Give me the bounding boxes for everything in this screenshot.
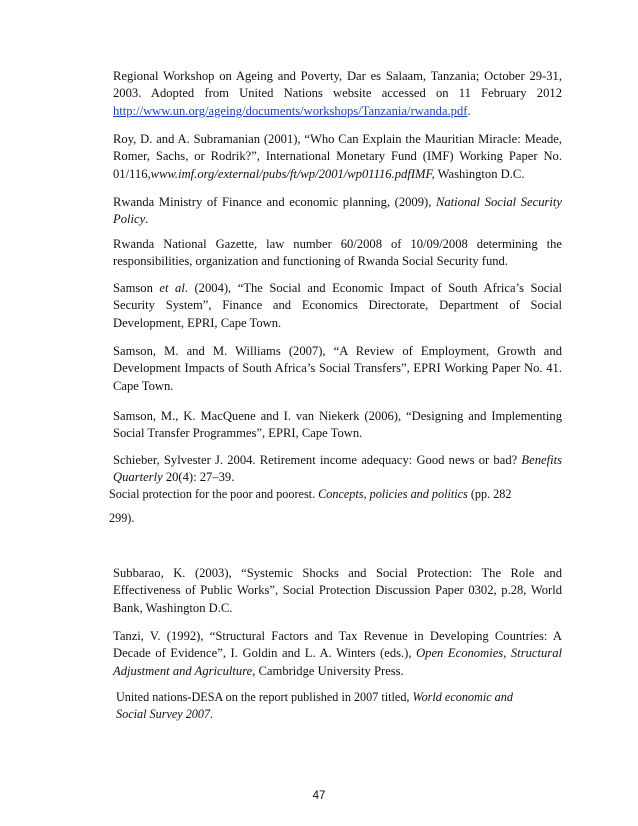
- reference-text: , Cambridge University Press.: [252, 663, 404, 678]
- reference-text: Schieber, Sylvester J. 2004. Retirement income adequacy: Good news or bad?: [113, 453, 522, 467]
- reference-title: World economic and Social Survey 2007.: [116, 690, 513, 722]
- reference-entry: [113, 565, 562, 617]
- reference-text: Samson, M. and M. Williams (2007), “A Review of Employment, Growth and Development Impacts of South Africa’s Social Transfers”, EPRI Working Paper No. 41. Cape Town.: [113, 344, 562, 393]
- reference-entry: [113, 408, 562, 443]
- reference-text: United nations-DESA on the report published in 2007 titled,: [116, 690, 413, 704]
- reference-entry: [113, 131, 562, 183]
- reference-text: . (2004), “The Social and Economic Impact of South Africa’s Social Security System”, Finance and Economics Directorate, Department of Social Development, EPRI, Cape Town.: [113, 281, 562, 330]
- reference-text: Washington D.C.: [434, 166, 525, 181]
- reference-title: Concepts, policies and politics: [318, 487, 468, 501]
- reference-entry: [113, 343, 562, 395]
- reference-text: Roy, D. and A. Subramanian (2001), “Who Can Explain the Mauritian Miracle: Meade, Romer, Sachs, or Rodrik?”, International Monetary Fund (IMF) Working Paper No. 01/116,: [113, 132, 562, 181]
- reference-url-text: www.imf.org/external/pubs/ft/wp/2001/wp01116.pdfIMF,: [150, 166, 435, 181]
- reference-text: Rwanda National Gazette, law number 60/2008 of 10/09/2008 determining the responsibilities, organization and functioning of Rwanda Social Security fund.: [113, 237, 562, 269]
- reference-entry: [116, 689, 546, 724]
- reference-title: National Social Security Policy: [113, 195, 562, 227]
- reference-title: Open Economies, Structural Adjustment and Agriculture: [113, 646, 562, 678]
- reference-entry-continued: [109, 510, 569, 527]
- reference-journal: Benefits Quarterly: [113, 453, 562, 485]
- reference-text: .: [467, 103, 471, 118]
- reference-text: 20(4): 27–39.: [162, 470, 235, 485]
- reference-text: 299).: [109, 511, 135, 525]
- reference-text: Subbarao, K. (2003), “Systemic Shocks and Social Protection: The Role and Effectiveness of Public Works”, Social Protection Discussion Paper 0302, p.28, World Bank, Washington D.C.: [113, 566, 562, 615]
- reference-text: Regional Workshop on Ageing and Poverty, Dar es Salaam, Tanzania; October 29-31, 2003. Adopted from United Nations website accessed on 11 February 2012: [113, 69, 562, 101]
- reference-text: .: [145, 212, 149, 227]
- reference-entry: [113, 628, 562, 680]
- reference-text: Rwanda Ministry of Finance and economic planning, (2009),: [113, 195, 436, 209]
- reference-text: Social protection for the poor and poorest.: [109, 487, 319, 501]
- reference-entry: [113, 236, 562, 271]
- reference-text: (pp. 282: [467, 487, 512, 501]
- reference-text: Samson: [113, 281, 160, 295]
- reference-entry: [113, 280, 562, 332]
- page-number: 47: [312, 790, 326, 802]
- reference-text: Samson, M., K. MacQuene and I. van Niekerk (2006), “Designing and Implementing Social Transfer Programmes”, EPRI, Cape Town.: [113, 409, 562, 441]
- reference-text: Tanzi, V. (1992), “Structural Factors and Tax Revenue in Developing Countries: A Decade of Evidence”, I. Goldin and L. A. Winters (eds.),: [113, 629, 562, 661]
- reference-entry: [113, 68, 562, 120]
- reference-entry: [109, 486, 569, 503]
- reference-entry: [113, 194, 562, 229]
- reference-entry: [113, 452, 562, 487]
- reference-link[interactable]: http://www.un.org/ageing/documents/workshops/Tanzania/rwanda.pdf: [113, 103, 468, 118]
- reference-italic: et al: [159, 281, 185, 295]
